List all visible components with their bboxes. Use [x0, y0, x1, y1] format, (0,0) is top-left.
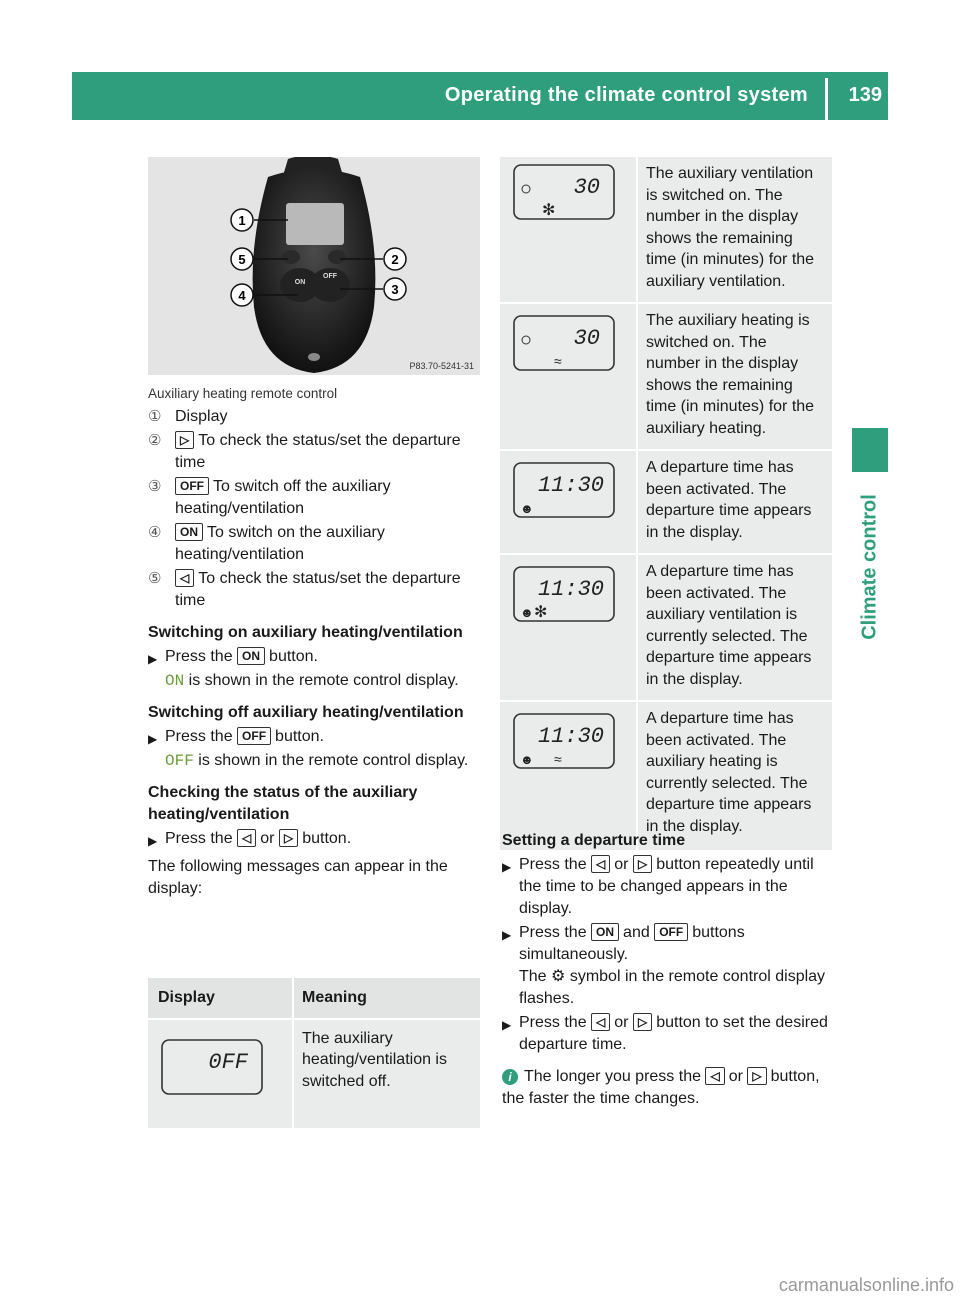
display-meaning-table-continued [500, 157, 832, 850]
timer-symbol-icon: ⚙ [551, 968, 566, 985]
meaning-cell: A departure time has been activated. The auxiliary ventilation is currently selected. The departure time appears in the display. [637, 554, 832, 701]
meaning-cell: The auxiliary heating/ventilation is switched off. [293, 1019, 480, 1128]
legend-item [148, 430, 480, 474]
lcd-display-icon [160, 1038, 264, 1096]
result-text: is shown in the remote control display. [198, 752, 469, 769]
info-icon: i [502, 1069, 518, 1085]
instruction-step [148, 828, 480, 852]
table-row [500, 701, 832, 850]
remote-control-illustration [148, 157, 480, 375]
step-text: Press the [519, 924, 587, 941]
next-key-icon: ▷ [747, 1067, 766, 1085]
table-row [500, 157, 832, 303]
legend-item [148, 522, 480, 566]
display-cell [148, 1019, 293, 1128]
instruction-step [502, 854, 834, 920]
legend-number: ⑤ [148, 570, 162, 587]
legend-text: To switch off the auxiliary heating/ventilation [175, 478, 391, 517]
legend-item [148, 568, 480, 612]
paragraph: The following messages can appear in the display: [148, 858, 448, 897]
display-cell [500, 701, 637, 850]
departure-icon: ☻ [520, 752, 534, 767]
table-row [148, 1019, 480, 1128]
heat-icon: ≈ [554, 751, 562, 767]
meaning-cell: The auxiliary ventilation is switched on. The number in the display shows the remaining time (in minutes) for the auxiliary ventilation. [637, 157, 832, 303]
info-text: The longer you press the [524, 1068, 701, 1085]
step-arrow-icon: ▶ [148, 834, 158, 848]
on-key-icon: ON [237, 647, 265, 665]
step-arrow-icon: ▶ [502, 1018, 512, 1032]
legend-text: To switch on the auxiliary heating/ventilation [175, 524, 385, 563]
table-row [500, 554, 832, 701]
display-meaning-table [148, 978, 480, 1128]
section-heading: Checking the status of the auxiliary heating/ventilation [148, 784, 418, 823]
step-text: Press the [165, 728, 233, 745]
fan-icon: ✻ [542, 202, 556, 219]
step-text: or [614, 1014, 629, 1031]
lcd-value: 11:30 [537, 724, 604, 749]
header-title: Operating the climate control system [444, 84, 808, 106]
heat-icon: ≈ [554, 353, 562, 369]
next-key-icon: ▷ [175, 431, 194, 449]
display-cell [500, 303, 637, 450]
result-text: symbol in the remote control display flashes. [519, 968, 826, 1007]
info-text: or [728, 1068, 743, 1085]
departure-icon: ☻ [520, 501, 534, 516]
column-header-meaning: Meaning [293, 978, 480, 1019]
step-text: and [623, 924, 650, 941]
section-heading: Switching off auxiliary heating/ventilation [148, 704, 464, 721]
on-key-icon: ON [591, 923, 619, 941]
step-arrow-icon: ▶ [148, 652, 158, 666]
step-arrow-icon: ▶ [502, 928, 512, 942]
next-key-icon: ▷ [279, 829, 298, 847]
step-text: buttons simultaneously. [519, 924, 745, 963]
lcd-value: 30 [573, 175, 600, 200]
legend-item [148, 476, 480, 520]
step-result [148, 750, 480, 772]
meaning-cell: The auxiliary heating is switched on. The number in the display shows the remaining time (in minutes) for the auxiliary heating. [637, 303, 832, 450]
remote-on-label: ON [294, 279, 306, 286]
step-text: or [614, 856, 629, 873]
next-key-icon: ▷ [633, 1013, 652, 1031]
step-text: button repeatedly until the time to be changed appears in the display. [519, 856, 814, 917]
callout-4: 4 [238, 288, 246, 303]
step-arrow-icon: ▶ [148, 732, 158, 746]
step-text: button. [302, 830, 352, 847]
fan-icon: ✻ [534, 604, 548, 621]
lcd-display-icon [512, 314, 616, 372]
figure-caption: Auxiliary heating remote control [148, 386, 338, 401]
prev-key-icon: ◁ [237, 829, 256, 847]
remote-control-figure [148, 157, 480, 375]
page-number: 139 [848, 84, 882, 106]
header-separator [825, 78, 828, 120]
legend-number: ② [148, 432, 162, 449]
step-text: Press the [165, 648, 233, 665]
off-key-icon: OFF [654, 923, 688, 941]
page-header [72, 72, 888, 120]
side-tab-marker [852, 428, 888, 472]
side-tab [852, 472, 888, 662]
lcd-value: 0FF [208, 1049, 248, 1075]
display-cell [500, 554, 637, 701]
departure-icon: ☻ [520, 605, 534, 620]
lcd-display-icon [512, 461, 616, 519]
info-note [502, 1066, 834, 1110]
prev-key-icon: ◁ [175, 569, 194, 587]
lcd-value: 11:30 [537, 577, 604, 602]
legend-item [148, 406, 480, 428]
lcd-display-icon [512, 712, 616, 770]
step-text: Press the [165, 830, 233, 847]
display-cell [500, 157, 637, 303]
section-heading: Switching on auxiliary heating/ventilation [148, 624, 463, 641]
display-code: ON [165, 672, 185, 690]
off-key-icon: OFF [237, 727, 271, 745]
legend-number: ④ [148, 524, 162, 541]
remote-off-label: OFF [323, 273, 337, 280]
instruction-step [148, 726, 480, 750]
callout-2: 2 [391, 252, 399, 267]
legend-number: ③ [148, 478, 162, 495]
step-text: Press the [519, 1014, 587, 1031]
legend-number: ① [148, 408, 162, 425]
info-text: button, the faster the time changes. [502, 1068, 820, 1107]
meaning-cell: A departure time has been activated. The auxiliary heating is currently selected. The departure time appears in the display. [637, 701, 832, 850]
prev-key-icon: ◁ [705, 1067, 724, 1085]
lcd-display-icon [512, 163, 616, 221]
legend-text: Display [175, 408, 228, 425]
table-row [500, 450, 832, 554]
step-result [502, 966, 834, 1010]
lcd-value: 30 [573, 326, 600, 351]
figure-code: P83.70-5241-31 [409, 361, 474, 371]
meaning-cell: A departure time has been activated. The departure time appears in the display. [637, 450, 832, 554]
right-column [502, 830, 834, 1110]
prev-key-icon: ◁ [591, 855, 610, 873]
left-column [148, 406, 480, 900]
step-text: button. [275, 728, 324, 745]
watermark: carmanualsonline.info [778, 1275, 954, 1295]
step-text: button. [269, 648, 318, 665]
prev-key-icon: ◁ [591, 1013, 610, 1031]
lcd-value: 11:30 [537, 473, 604, 498]
callout-5: 5 [238, 252, 246, 267]
result-text: The [519, 968, 547, 985]
display-cell [500, 450, 637, 554]
off-key-icon: OFF [175, 477, 209, 495]
step-arrow-icon: ▶ [502, 860, 512, 874]
callout-1: 1 [238, 213, 246, 228]
callout-3: 3 [391, 282, 399, 297]
instruction-step [502, 1012, 834, 1056]
display-code: OFF [165, 752, 194, 770]
step-text: or [260, 830, 275, 847]
on-key-icon: ON [175, 523, 203, 541]
instruction-step [502, 922, 834, 966]
section-heading: Setting a departure time [502, 832, 686, 849]
instruction-step [148, 646, 480, 670]
next-key-icon: ▷ [633, 855, 652, 873]
column-header-display: Display [148, 978, 293, 1019]
side-tab-label: Climate control [858, 494, 881, 640]
step-result [148, 670, 480, 692]
step-text: button to set the desired departure time. [519, 1014, 828, 1053]
lcd-display-icon [512, 565, 616, 623]
legend-text: To check the status/set the departure time [175, 570, 461, 609]
result-text: is shown in the remote control display. [188, 672, 459, 689]
legend-text: To check the status/set the departure time [175, 432, 461, 471]
step-text: Press the [519, 856, 587, 873]
table-row [500, 303, 832, 450]
